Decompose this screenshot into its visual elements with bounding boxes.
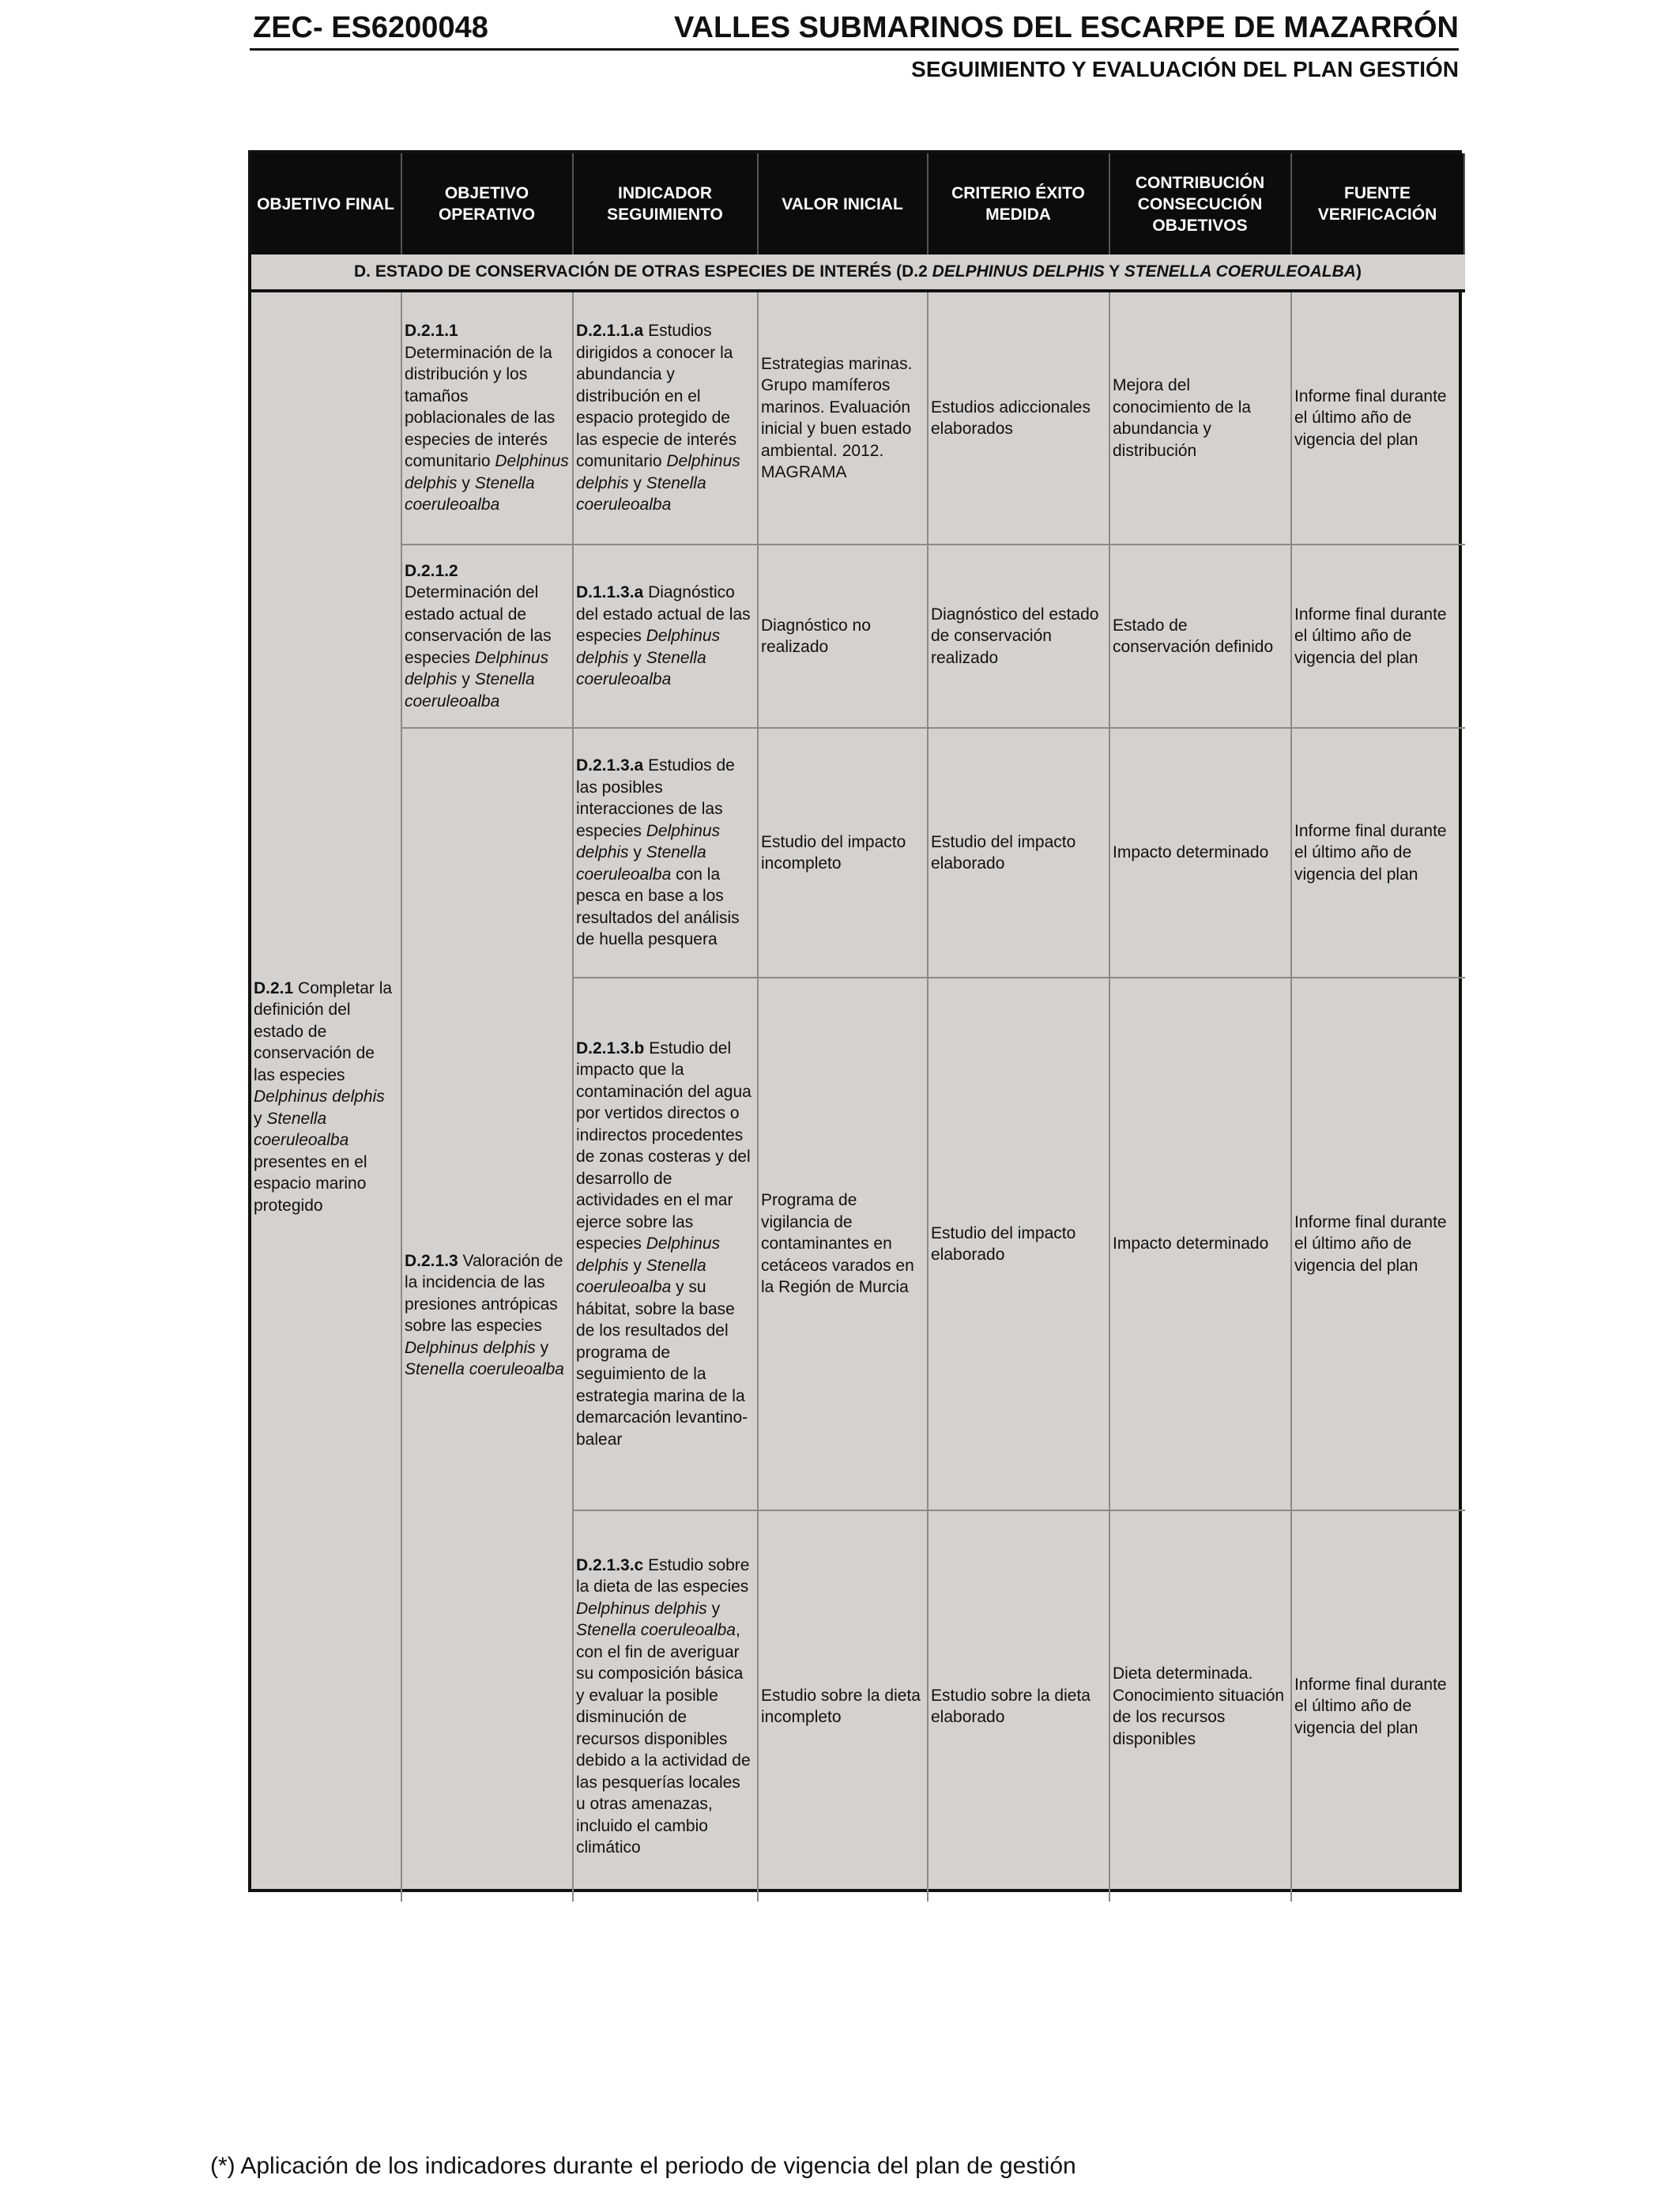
header-divider [250,48,1459,51]
contribution-cell: Dieta determinada. Conocimiento situación de los recursos disponibles [1110,1511,1292,1902]
operational-objective-cell: D.2.1.3 Valoración de la incidencia de las presiones antrópicas sobre las especies Delphinus delphis y Stenella coeruleoalba [402,729,574,1902]
column-header-verification-source: FUENTE VERIFICACIÓN [1292,153,1465,254]
column-header-initial-value: VALOR INICIAL [759,153,929,254]
source-cell: Informe final durante el último año de vigencia del plan [1294,1675,1447,1737]
indicator-cell: D.2.1.3.c Estudio sobre la dieta de las especies Delphinus delphis y Stenella coeruleoalba, con el fin de averiguar su composición básica y evaluar la posible disminución de recursos disponibles debido a la actividad de las pesquerías locales u otras amenazas, incluido el cambio climático [574,1511,759,1902]
initial-value-cell: Estudio sobre la dieta incompleto [759,1511,929,1902]
document-code: ZEC- ES6200048 [253,11,488,44]
document-title: VALLES SUBMARINOS DEL ESCARPE DE MAZARRÓN [674,11,1459,44]
column-header-success-criterion: CRITERIO ÉXITO MEDIDA [929,153,1110,254]
contribution-cell: Impacto determinado [1110,978,1292,1511]
management-plan-table [248,150,1462,1892]
indicator-cell: D.2.1.3.a Estudios de las posibles interacciones de las especies Delphinus delphis y Stenella coeruleoalba con la pesca en base a los resultados del análisis de huella pesquera [574,729,759,978]
source-cell: Informe final durante el último año de vigencia del plan [1292,729,1465,978]
indicator-cell: D.2.1.1.a Estudios dirigidos a conocer la abundancia y distribución en el espacio protegido de las especie de interés comunitario Delphinus delphis y Stenella coeruleoalba [574,292,759,545]
criterion-cell: Estudio del impacto elaborado [929,729,1110,978]
contribution-cell: Estado de conservación definido [1110,545,1292,729]
operational-objective-cell: D.2.1.1 Determinación de la distribución y los tamaños poblacionales de las especies de interés comunitario Delphinus delphis y Stenella coeruleoalba [402,292,574,545]
section-heading: D. ESTADO DE CONSERVACIÓN DE OTRAS ESPECIES DE INTERÉS (D.2 DELPHINUS DELPHIS Y STENELLA COERULEOALBA) [251,254,1465,292]
initial-value-cell: Estudio del impacto incompleto [759,729,929,978]
indicator-cell: D.2.1.3.b Estudio del impacto que la contaminación del agua por vertidos directos o indirectos procedentes de zonas costeras y del desarrollo de actividades en el mar ejerce sobre las especies Delphinus delphis y Stenella coeruleoalba y su hábitat, sobre la base de los resultados del programa de seguimiento de la estrategia marina de la demarcación levantino-balear [574,978,759,1511]
column-header-indicator: INDICADOR SEGUIMIENTO [574,153,759,254]
column-header-contribution: CONTRIBUCIÓN CONSECUCIÓN OBJETIVOS [1110,153,1292,254]
column-header-operational-objective: OBJETIVO OPERATIVO [402,153,574,254]
operational-objective-cell: D.2.1.2 Determinación del estado actual de conservación de las especies Delphinus delphis y Stenella coeruleoalba [402,545,574,729]
source-cell: Informe final durante el último año de vigencia del plan [1292,978,1465,1511]
source-cell: Informe final durante el último año de vigencia del plan [1292,292,1465,545]
source-cell: Informe final durante el último año de vigencia del plan [1292,545,1465,729]
contribution-cell: Mejora del conocimiento de la abundancia y distribución [1110,292,1292,545]
footnote: (*) Aplicación de los indicadores durante el periodo de vigencia del plan de gestión [210,2153,1076,2179]
column-header-final-objective: OBJETIVO FINAL [251,153,402,254]
contribution-cell: Impacto determinado [1110,729,1292,978]
criterion-cell: Estudio sobre la dieta elaborado [929,1511,1110,1902]
final-objective-cell: D.2.1 Completar la definición del estado de conservación de las especies Delphinus delphis y Stenella coeruleoalba presentes en el espacio marino protegido [251,292,402,1902]
indicator-cell: D.1.1.3.a Diagnóstico del estado actual de las especies Delphinus delphis y Stenella coeruleoalba [574,545,759,729]
criterion-cell: Estudio del impacto elaborado [929,978,1110,1511]
initial-value-cell: Diagnóstico no realizado [759,545,929,729]
criterion-cell: Diagnóstico del estado de conservación realizado [929,545,1110,729]
initial-value-cell: Estrategias marinas. Grupo mamíferos marinos. Evaluación inicial y buen estado ambiental. 2012. MAGRAMA [759,292,929,545]
document-subtitle: SEGUIMIENTO Y EVALUACIÓN DEL PLAN GESTIÓN [911,57,1459,81]
criterion-cell: Estudios adiccionales elaborados [929,292,1110,545]
initial-value-cell: Programa de vigilancia de contaminantes en cetáceos varados en la Región de Murcia [759,978,929,1511]
